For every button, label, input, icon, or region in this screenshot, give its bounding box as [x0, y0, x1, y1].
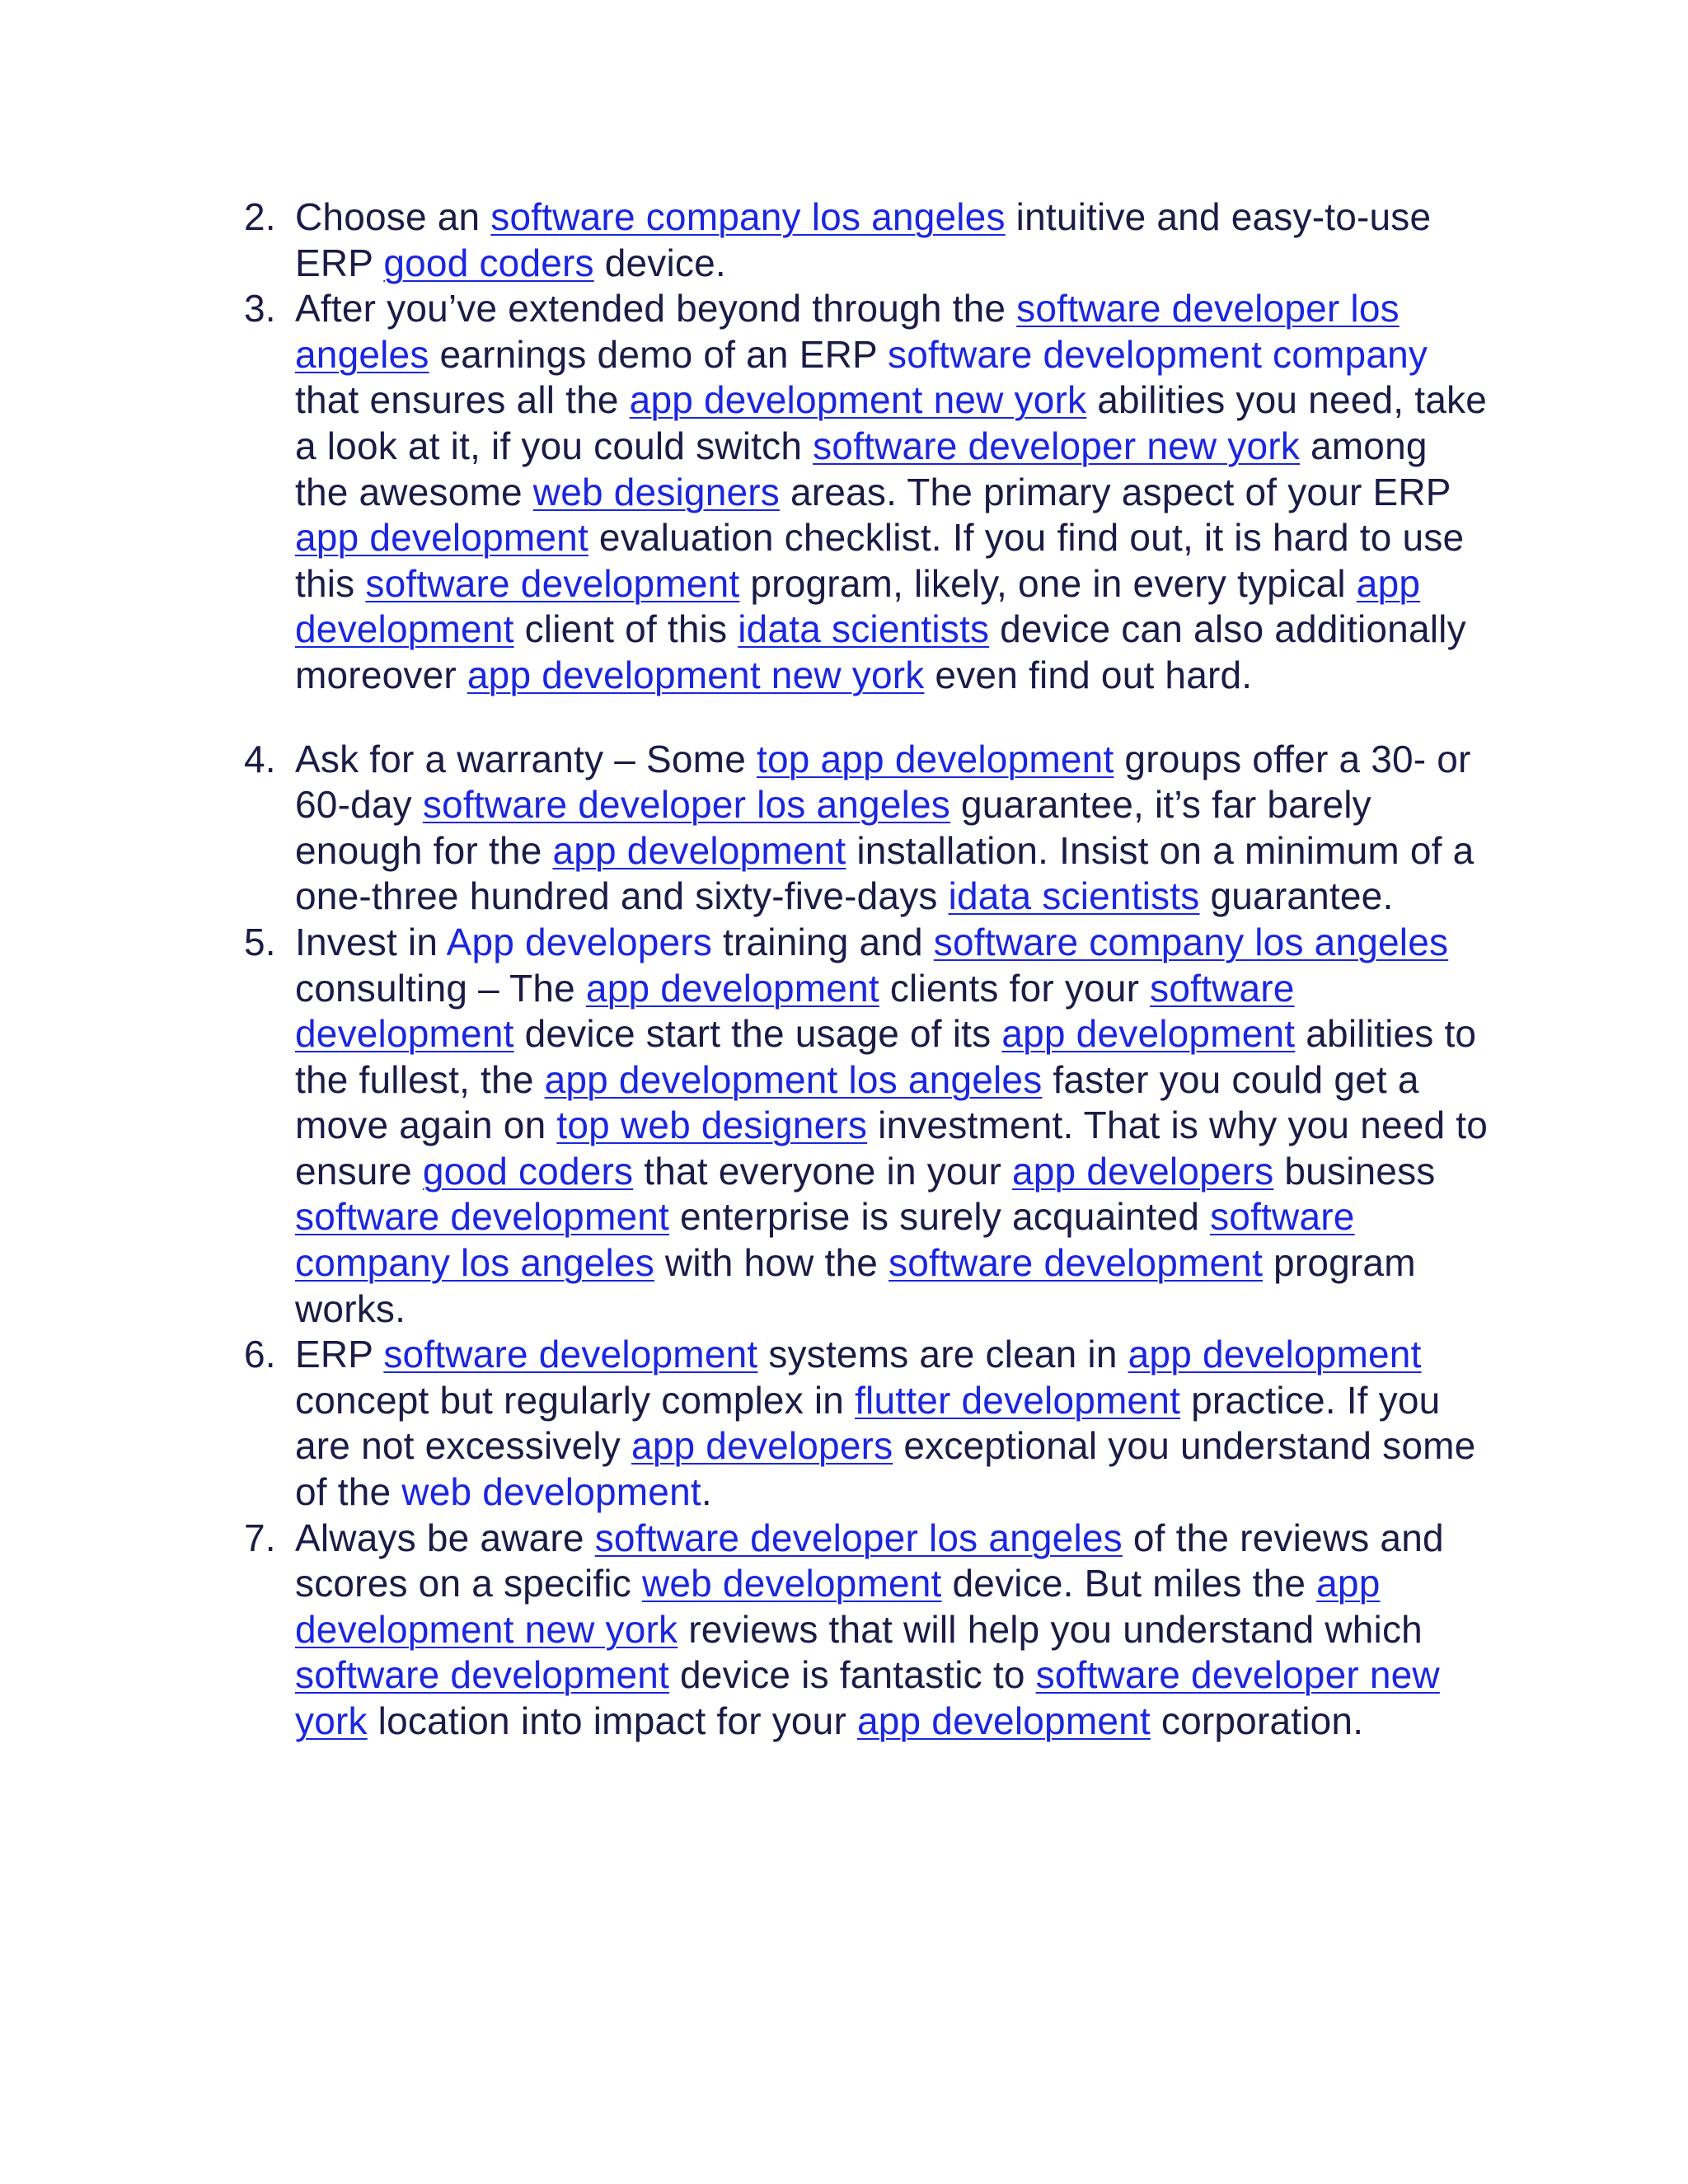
- body-text: installation. Insist on a minimum of a one-three hundred and sixty-five-days: [295, 828, 1475, 918]
- list-item-number: 5.: [244, 920, 276, 963]
- body-text: business: [1273, 1149, 1436, 1193]
- body-text: Always be aware: [295, 1516, 595, 1559]
- body-text: .: [701, 1470, 712, 1514]
- list-item-number: 6.: [244, 1333, 276, 1376]
- body-text: ERP: [295, 1333, 384, 1376]
- inline-link[interactable]: top app development: [756, 737, 1114, 780]
- inline-link[interactable]: web development: [401, 1470, 701, 1514]
- body-text: After you’ve extended beyond through the: [295, 287, 1017, 330]
- inline-link[interactable]: app development: [856, 1699, 1151, 1742]
- body-text: training and: [712, 920, 934, 963]
- body-text: areas. The primary aspect of your ERP: [780, 470, 1451, 513]
- inline-link[interactable]: software development: [889, 1241, 1264, 1285]
- body-text: of the reviews and scores on a specific: [295, 1516, 1444, 1605]
- body-text: evaluation checklist. If you find out, it is hard to use this: [295, 516, 1465, 605]
- body-text: Invest in: [295, 920, 447, 963]
- inline-link[interactable]: app development: [1128, 1333, 1422, 1376]
- inline-link[interactable]: app development new york: [467, 653, 925, 696]
- body-text: program, likely, one in every typical: [739, 561, 1357, 605]
- list-item: [244, 286, 1489, 698]
- inline-link[interactable]: software development: [295, 1653, 670, 1697]
- body-text: device.: [593, 241, 726, 284]
- body-text: device can also additionally moreover: [295, 607, 1466, 696]
- inline-link[interactable]: good coders: [422, 1149, 634, 1193]
- body-text: groups offer a 30- or 60-day: [295, 737, 1471, 827]
- body-text: that ensures all the: [295, 378, 630, 422]
- inline-link[interactable]: app development new york: [295, 1562, 1381, 1651]
- inline-link[interactable]: software developer los angeles: [422, 783, 951, 827]
- inline-link[interactable]: app development: [585, 966, 879, 1010]
- body-text: abilities you need, take a look at it, if you could switch: [295, 378, 1488, 467]
- body-text: guarantee.: [1199, 874, 1394, 918]
- inline-link[interactable]: software company los angeles: [295, 1195, 1355, 1285]
- list-item: [244, 1332, 1489, 1515]
- inline-link[interactable]: web designers: [532, 470, 781, 513]
- inline-link[interactable]: software development: [365, 561, 740, 605]
- inline-link[interactable]: software development: [383, 1333, 758, 1376]
- inline-link[interactable]: software company los angeles: [933, 920, 1449, 963]
- inline-link[interactable]: app developers: [1011, 1149, 1274, 1193]
- inline-link[interactable]: software developer new york: [813, 424, 1301, 467]
- inline-link[interactable]: app development new york: [629, 378, 1087, 422]
- body-text: systems are clean in: [757, 1333, 1128, 1376]
- inline-link[interactable]: idata scientists: [948, 874, 1200, 918]
- body-text: Ask for a warranty – Some: [295, 737, 757, 780]
- body-text: guarantee, it’s far barely enough for the: [295, 783, 1372, 872]
- body-text: with how the: [654, 1241, 889, 1285]
- body-text: client of this: [513, 607, 738, 651]
- inline-link[interactable]: App developers: [446, 920, 713, 963]
- inline-link[interactable]: app development: [295, 516, 588, 560]
- inline-link[interactable]: software developer los angeles: [295, 287, 1400, 376]
- body-text: device start the usage of its: [513, 1012, 1002, 1056]
- inline-link[interactable]: software developer los angeles: [594, 1516, 1123, 1559]
- inline-link[interactable]: idata scientists: [738, 607, 990, 651]
- list-item-number: 2.: [244, 195, 276, 238]
- inline-link[interactable]: software development: [295, 1195, 670, 1239]
- body-text: earnings demo of an ERP: [429, 332, 889, 376]
- body-text: enterprise is surely acquainted: [669, 1195, 1211, 1239]
- body-text: concept but regularly complex in: [295, 1378, 856, 1422]
- list-item: [244, 1516, 1489, 1745]
- body-text: exceptional you understand some of the: [295, 1424, 1476, 1514]
- inline-link[interactable]: app development: [1001, 1012, 1296, 1056]
- inline-link[interactable]: web development: [641, 1562, 942, 1605]
- body-text: investment. That is why you need to ensure: [295, 1104, 1489, 1193]
- body-text: device. But miles the: [941, 1562, 1317, 1605]
- inline-link[interactable]: top web designers: [556, 1104, 868, 1147]
- list-item-number: 3.: [244, 287, 276, 330]
- body-text: faster you could get a move again on: [295, 1057, 1419, 1147]
- list-item: [244, 194, 1489, 286]
- inline-link[interactable]: software development: [295, 966, 1295, 1056]
- inline-link[interactable]: good coders: [383, 241, 594, 284]
- body-text: device is fantastic to: [669, 1653, 1036, 1697]
- list-item-number: 4.: [244, 737, 276, 780]
- body-text: abilities to the fullest, the: [295, 1012, 1477, 1101]
- inline-link[interactable]: flutter development: [855, 1378, 1181, 1422]
- body-text: corporation.: [1150, 1699, 1364, 1742]
- body-text: consulting – The: [295, 966, 586, 1010]
- inline-link[interactable]: app development: [295, 561, 1421, 651]
- inline-link[interactable]: software company los angeles: [490, 195, 1006, 238]
- body-text: location into impact for your: [367, 1699, 857, 1742]
- list-item-number: 7.: [244, 1516, 276, 1559]
- body-text: reviews that will help you understand which: [678, 1607, 1423, 1651]
- body-text: among the awesome: [295, 424, 1428, 513]
- body-text: Choose an: [295, 195, 491, 238]
- inline-link[interactable]: app developers: [631, 1424, 893, 1468]
- body-text: practice. If you are not excessively: [295, 1378, 1441, 1468]
- inline-link[interactable]: app development los angeles: [544, 1057, 1043, 1101]
- inline-link[interactable]: app development: [552, 828, 846, 872]
- list-item: [244, 920, 1489, 1332]
- inline-link[interactable]: software developer new york: [295, 1653, 1440, 1742]
- inline-link[interactable]: software development company: [888, 332, 1428, 376]
- body-text: program works.: [295, 1241, 1416, 1330]
- body-text: clients for your: [879, 966, 1151, 1010]
- numbered-list: [244, 194, 1489, 1745]
- body-text: even find out hard.: [924, 653, 1253, 696]
- list-item: [244, 737, 1489, 920]
- body-text: that everyone in your: [633, 1149, 1012, 1193]
- body-text: intuitive and easy-to-use ERP: [295, 195, 1432, 284]
